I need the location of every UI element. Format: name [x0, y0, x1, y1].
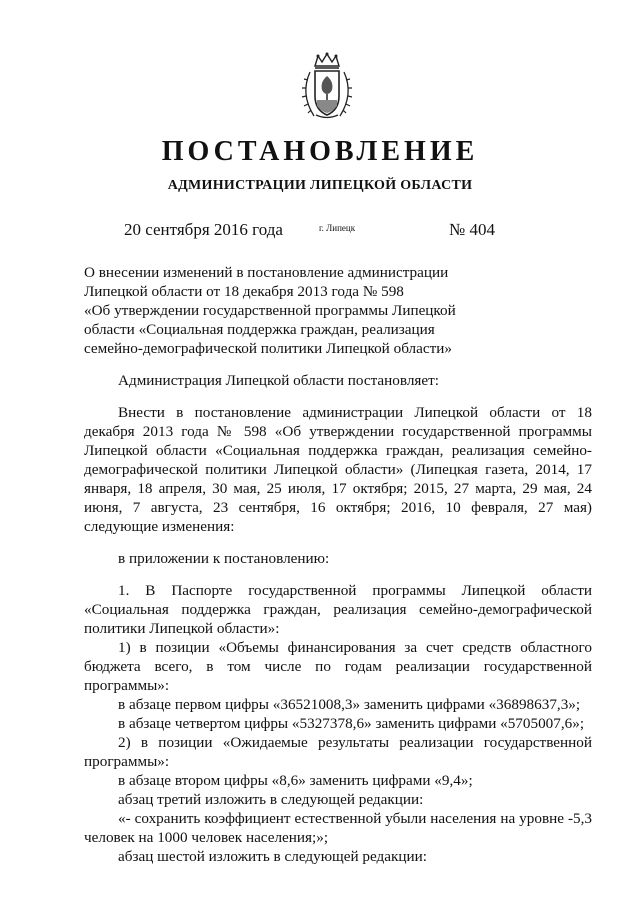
- body-paragraph: в приложении к постановлению:: [118, 550, 330, 567]
- issuing-authority: АДМИНИСТРАЦИИ ЛИПЕЦКОЙ ОБЛАСТИ: [167, 178, 473, 193]
- body-paragraph: в абзаце втором цифры «8,6» заменить цифрами «9,4»;: [118, 772, 473, 789]
- document-body: [84, 371, 592, 866]
- subject-line: области «Социальная поддержка граждан, реализация: [84, 321, 435, 338]
- document-date: 20 сентября 2016 года: [124, 220, 283, 239]
- body-paragraph: 2) в позиции «Ожидаемые результаты реализации государственной программы»:: [84, 734, 592, 770]
- body-paragraph: Внести в постановление администрации Липецкой области от 18 декабря 2013 года № 598 «Об утверждении государственной программы Липецкой области «Социальная поддержка граждан, реализация семейно-демографической политики Липецкой области» (Липецкая газета, 2014, 17 января, 18 апреля, 30 мая, 25 июля, 17 октября; 2015, 27 марта, 29 мая, 24 июня, 7 августа, 23 сентября, 16 октября; 2016, 10 февраля, 27 мая) следующие изменения:: [84, 404, 592, 535]
- body-paragraph: 1) в позиции «Объемы финансирования за счет средств областного бюджета всего, в том числе по годам реализации государственной программы»:: [84, 639, 592, 694]
- subject-line: Липецкой области от 18 декабря 2013 года № 598: [84, 283, 404, 300]
- body-paragraph: 1. В Паспорте государственной программы Липецкой области «Социальная поддержка граждан, реализация семейно-демографической политики Липецкой области»:: [84, 582, 592, 637]
- body-paragraph: в абзаце первом цифры «36521008,3» заменить цифрами «36898637,3»;: [118, 696, 581, 713]
- document-title: ПОСТАНОВЛЕНИЕ: [161, 136, 479, 167]
- body-paragraph: в абзаце четвертом цифры «5327378,6» заменить цифрами «5705007,6»;: [118, 715, 585, 732]
- coat-of-arms-icon: [298, 52, 356, 122]
- body-paragraph: «- сохранить коэффициент естественной убыли населения на уровне -5,3 человек на 1000 человек населения;»;: [84, 810, 592, 846]
- subject-line: семейно-демографической политики Липецкой области»: [84, 340, 452, 357]
- document-city: г. Липецк: [319, 223, 356, 233]
- body-paragraph: абзац шестой изложить в следующей редакции:: [118, 848, 427, 865]
- body-paragraph: абзац третий изложить в следующей редакции:: [118, 791, 424, 808]
- subject-line: О внесении изменений в постановление администрации: [84, 264, 449, 281]
- document-subject: [84, 263, 484, 358]
- document-number: № 404: [449, 220, 495, 239]
- subject-line: «Об утверждении государственной программы Липецкой: [84, 302, 456, 319]
- body-paragraph: Администрация Липецкой области постановляет:: [118, 372, 439, 389]
